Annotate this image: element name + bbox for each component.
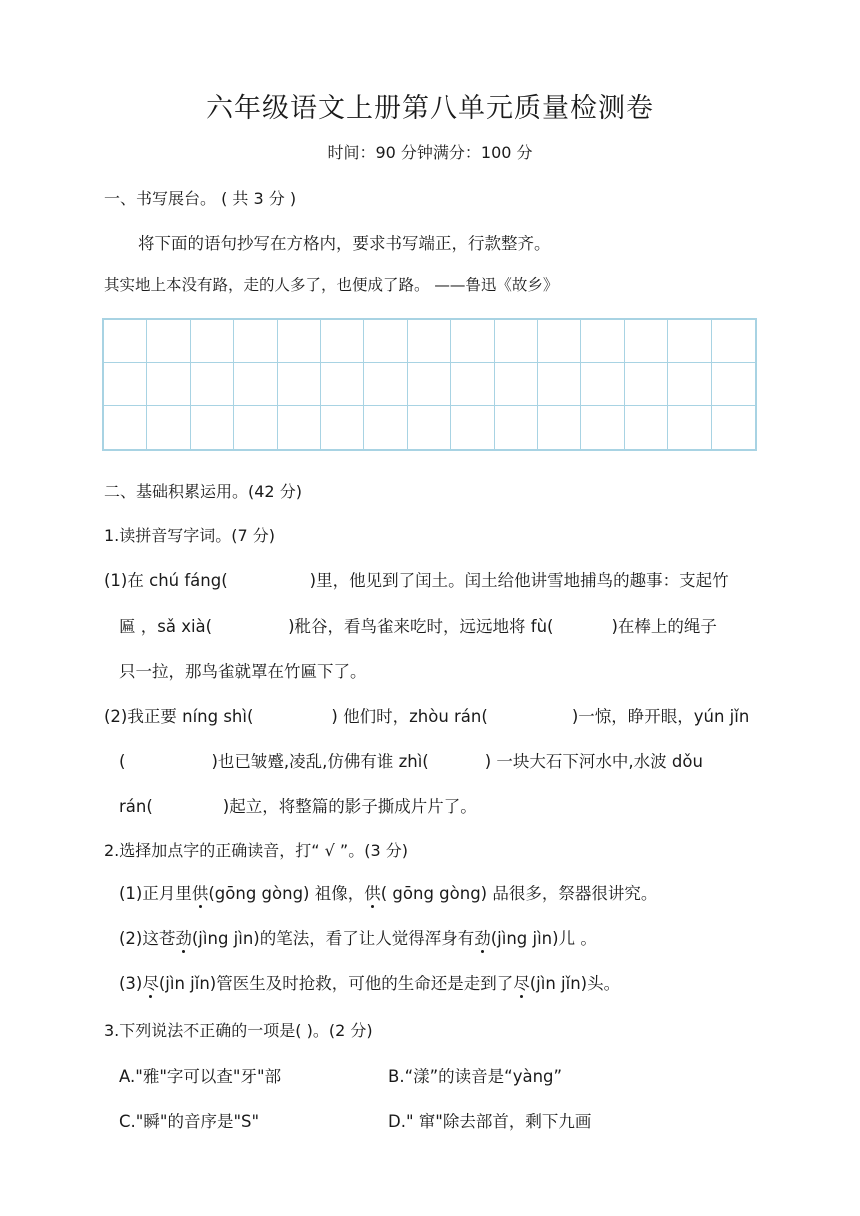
q2-item2-options[interactable]: (jìng jìn)的笔法，看了让人觉得浑身有 xyxy=(191,929,475,948)
q1-p2-l1c: )一惊，睁开眼，yún jǐn xyxy=(571,707,750,726)
q3-option-d[interactable]: D." 窜"除去部首，剩下九画 xyxy=(388,1112,592,1131)
dotted-char: 供 xyxy=(192,880,209,904)
q2-item1-options[interactable]: (gōng gòng) 祖像， xyxy=(208,884,365,903)
q1-p1-l1a: (1)在 chú fáng( xyxy=(104,571,228,590)
q2-item3-options[interactable]: (jìn jǐn)管医生及时抢救，可他的生命还是走到了 xyxy=(158,974,514,993)
q2-item3-text: (3) xyxy=(119,974,143,993)
q1-p2-l3a: rán( xyxy=(119,797,153,816)
grid-cell[interactable] xyxy=(408,363,451,406)
grid-cell[interactable] xyxy=(495,363,538,406)
grid-cell[interactable] xyxy=(712,406,755,449)
grid-cell[interactable] xyxy=(538,363,581,406)
grid-cell[interactable] xyxy=(451,320,494,363)
grid-cell[interactable] xyxy=(234,406,277,449)
q1-p1-line3: 只一拉，那鸟雀就罩在竹匾下了。 xyxy=(119,662,367,681)
page-title: 六年级语文上册第八单元质量检测卷 xyxy=(206,93,654,124)
grid-cell[interactable] xyxy=(495,320,538,363)
q2-item2-options[interactable]: (jìng jìn)儿 。 xyxy=(490,929,597,948)
grid-cell[interactable] xyxy=(581,320,624,363)
q3-option-c[interactable]: C."瞬"的音序是"S" xyxy=(119,1112,260,1131)
copy-quote: 其实地上本没有路，走的人多了，也便成了路。 ——鲁迅《故乡》 xyxy=(104,276,559,294)
q2-item3-options[interactable]: (jìn jǐn)头。 xyxy=(529,974,621,993)
dotted-char: 劲 xyxy=(474,925,491,949)
grid-cell[interactable] xyxy=(495,406,538,449)
grid-cell[interactable] xyxy=(278,363,321,406)
grid-cell[interactable] xyxy=(538,406,581,449)
grid-cell[interactable] xyxy=(408,406,451,449)
dotted-char: 劲 xyxy=(175,925,192,949)
grid-cell[interactable] xyxy=(712,363,755,406)
section1-instruction: 将下面的语句抄写在方格内，要求书写端正，行款整齐。 xyxy=(138,234,551,253)
grid-cell[interactable] xyxy=(278,406,321,449)
dotted-char: 供 xyxy=(364,880,381,904)
q1-p2-l1a: (2)我正要 níng shì( xyxy=(104,707,254,726)
grid-cell[interactable] xyxy=(104,406,147,449)
dotted-char: 尽 xyxy=(513,970,530,994)
q1-p2-l2c: ) 一块大石下河水中,水波 dǒu xyxy=(484,752,703,771)
q2-item2 xyxy=(119,925,597,949)
grid-cell[interactable] xyxy=(538,320,581,363)
q3-title: 3.下列说法不正确的一项是( )。(2 分) xyxy=(104,1021,373,1040)
q1-p2-l2b: )也已皱蹙,凌乱,仿佛有谁 zhì( xyxy=(211,752,429,771)
q1-p1-l2b: )秕谷，看鸟雀来吃时，远远地将 fù( xyxy=(288,617,554,636)
q2-item2-text: (2)这苍 xyxy=(119,929,176,948)
grid-cell[interactable] xyxy=(451,406,494,449)
grid-cell[interactable] xyxy=(321,363,364,406)
grid-cell[interactable] xyxy=(321,320,364,363)
q2-item1 xyxy=(119,880,657,904)
q1-p2-line2 xyxy=(119,748,703,772)
q1-p2-l2a: ( xyxy=(119,752,126,771)
q1-p1-l2c: )在棒上的绳子 xyxy=(611,617,717,636)
grid-cell[interactable] xyxy=(408,320,451,363)
section2-heading: 二、基础积累运用。(42 分) xyxy=(104,482,302,501)
grid-cell[interactable] xyxy=(147,406,190,449)
grid-cell[interactable] xyxy=(147,320,190,363)
q1-p2-line3 xyxy=(119,793,477,817)
q3-option-a[interactable]: A."雅"字可以查"牙"部 xyxy=(119,1067,282,1086)
q1-p1-l2a: 匾 ，sǎ xià( xyxy=(119,617,213,636)
grid-cell[interactable] xyxy=(668,406,711,449)
grid-cell[interactable] xyxy=(364,406,407,449)
grid-cell[interactable] xyxy=(712,320,755,363)
dotted-char: 尽 xyxy=(142,970,159,994)
q1-p1-line1 xyxy=(104,567,729,591)
section1-heading: 一、书写展台。 ( 共 3 分 ) xyxy=(104,189,297,208)
q1-p2-l3b: )起立，将整篇的影子撕成片片了。 xyxy=(222,797,477,816)
grid-cell[interactable] xyxy=(234,363,277,406)
exam-time-score: 时间：90 分钟满分：100 分 xyxy=(327,143,533,162)
grid-cell[interactable] xyxy=(625,320,668,363)
grid-cell[interactable] xyxy=(147,363,190,406)
grid-cell[interactable] xyxy=(364,363,407,406)
grid-cell[interactable] xyxy=(625,406,668,449)
grid-cell[interactable] xyxy=(321,406,364,449)
grid-cell[interactable] xyxy=(104,320,147,363)
grid-cell[interactable] xyxy=(451,363,494,406)
q2-item1-text: (1)正月里 xyxy=(119,884,192,903)
grid-cell[interactable] xyxy=(581,406,624,449)
grid-cell[interactable] xyxy=(191,363,234,406)
grid-cell[interactable] xyxy=(234,320,277,363)
q1-p2-l1b: ) 他们时，zhòu rán( xyxy=(331,707,488,726)
q1-p1-l1b: )里，他见到了闰土。闰土给他讲雪地捕鸟的趣事：支起竹 xyxy=(309,571,729,590)
q1-p2-line1 xyxy=(104,703,749,727)
grid-cell[interactable] xyxy=(364,320,407,363)
grid-cell[interactable] xyxy=(625,363,668,406)
q2-item3 xyxy=(119,970,620,994)
q3-option-b[interactable]: B.“漾”的读音是“yàng” xyxy=(388,1067,563,1086)
grid-cell[interactable] xyxy=(191,320,234,363)
q1-title: 1.读拼音写字词。(7 分) xyxy=(104,526,276,545)
grid-cell[interactable] xyxy=(668,363,711,406)
grid-cell[interactable] xyxy=(278,320,321,363)
grid-cell[interactable] xyxy=(104,363,147,406)
grid-cell[interactable] xyxy=(191,406,234,449)
grid-cell[interactable] xyxy=(581,363,624,406)
q2-item1-options[interactable]: ( gōng gòng) 品很多，祭器很讲究。 xyxy=(380,884,658,903)
writing-grid[interactable] xyxy=(102,318,757,451)
q1-p1-line2 xyxy=(119,613,717,637)
q2-title: 2.选择加点字的正确读音，打“ √ ”。(3 分) xyxy=(104,841,408,860)
grid-cell[interactable] xyxy=(668,320,711,363)
